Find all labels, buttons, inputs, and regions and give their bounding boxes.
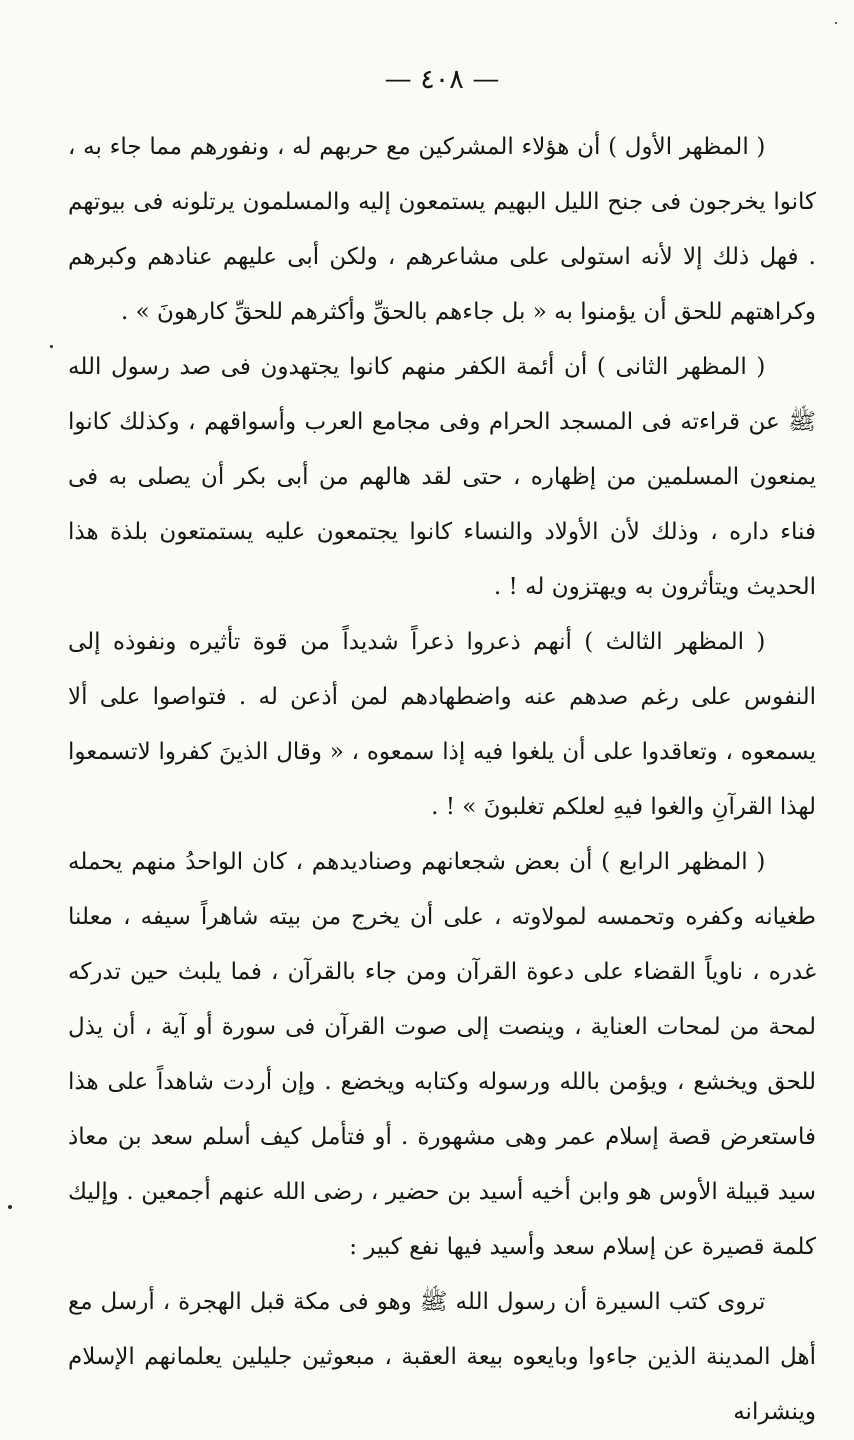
paragraph-second-aspect: ( المظهر الثانى ) أن أئمة الكفر منهم كانوا يجتهدون فى صد رسول الله ﷺ عن قراءته فى المسجد الحرام وفى مجامع العرب وأسواقهم ، وكذلك كانوا يمنعون المسلمين من إظهاره ، حتى لقد هالهم من أبى بكر أن يصلى به فى فناء داره ، وذلك لأن الأولاد والنساء كانوا يجتمعون عليه يستمتعون بلذة هذا الحديث ويتأثرون به ويهتزون له ! . (68, 354, 816, 600)
paragraph-first-aspect: ( المظهر الأول ) أن هؤلاء المشركين مع حربهم له ، ونفورهم مما جاء به ، كانوا يخرجون فى جنح الليل البهيم يستمعون إليه والمسلمون يرتلونه فى بيوتهم . فهل ذلك إلا لأنه استولى على مشاعرهم ، ولكن أبى عليهم عنادهم وكبرهم وكراهتهم للحق أن يؤمنوا به « بل جاءهم بالحقِّ وأكثرهم للحقِّ كارهونَ » . (68, 134, 816, 325)
scan-speck (8, 1205, 12, 1209)
scan-speck (50, 345, 53, 348)
scan-speck (835, 22, 837, 24)
body-text (68, 120, 816, 1440)
paragraph-biography: تروى كتب السيرة أن رسول الله ﷺ وهو فى مكة قبل الهجرة ، أرسل مع أهل المدينة الذين جاءوا وبايعوه بيعة العقبة ، مبعوثين جليلين يعلمانهم الإسلام وينشرانه (68, 1289, 816, 1425)
page-number: — ٤٠٨ — (384, 64, 500, 95)
paragraph-third-aspect: ( المظهر الثالث ) أنهم ذعروا ذعراً شديداً من قوة تأثيره ونفوذه إلى النفوس على رغم صدهم عنه واضطهادهم لمن أذعن له . فتواصوا على ألا يسمعوه ، وتعاقدوا على أن يلغوا فيه إذا سمعوه ، « وقال الذينَ كفروا لاتسمعوا لهذا القرآنِ والغوا فيهِ لعلكم تغلبونَ » ! . (68, 629, 816, 820)
paragraph-fourth-aspect: ( المظهر الرابع ) أن بعض شجعانهم وصناديدهم ، كان الواحدُ منهم يحمله طغيانه وكفره وتحمسه لمولاوته ، على أن يخرج من بيته شاهراً سيفه ، معلنا غدره ، ناوياً القضاء على دعوة القرآن ومن جاء بالقرآن ، فما يلبث حين تدركه لمحة من لمحات العناية ، وينصت إلى صوت القرآن فى سورة أو آية ، أن يذل للحق ويخشع ، ويؤمن بالله ورسوله وكتابه ويخضع . وإن أردت شاهداً على هذا فاستعرض قصة إسلام عمر وهى مشهورة . أو فتأمل كيف أسلم سعد بن معاذ سيد قبيلة الأوس هو وابن أخيه أسيد بن حضير ، رضى الله عنهم أجمعين . وإليك كلمة قصيرة عن إسلام سعد وأسيد فيها نفع كبير : (68, 849, 816, 1260)
